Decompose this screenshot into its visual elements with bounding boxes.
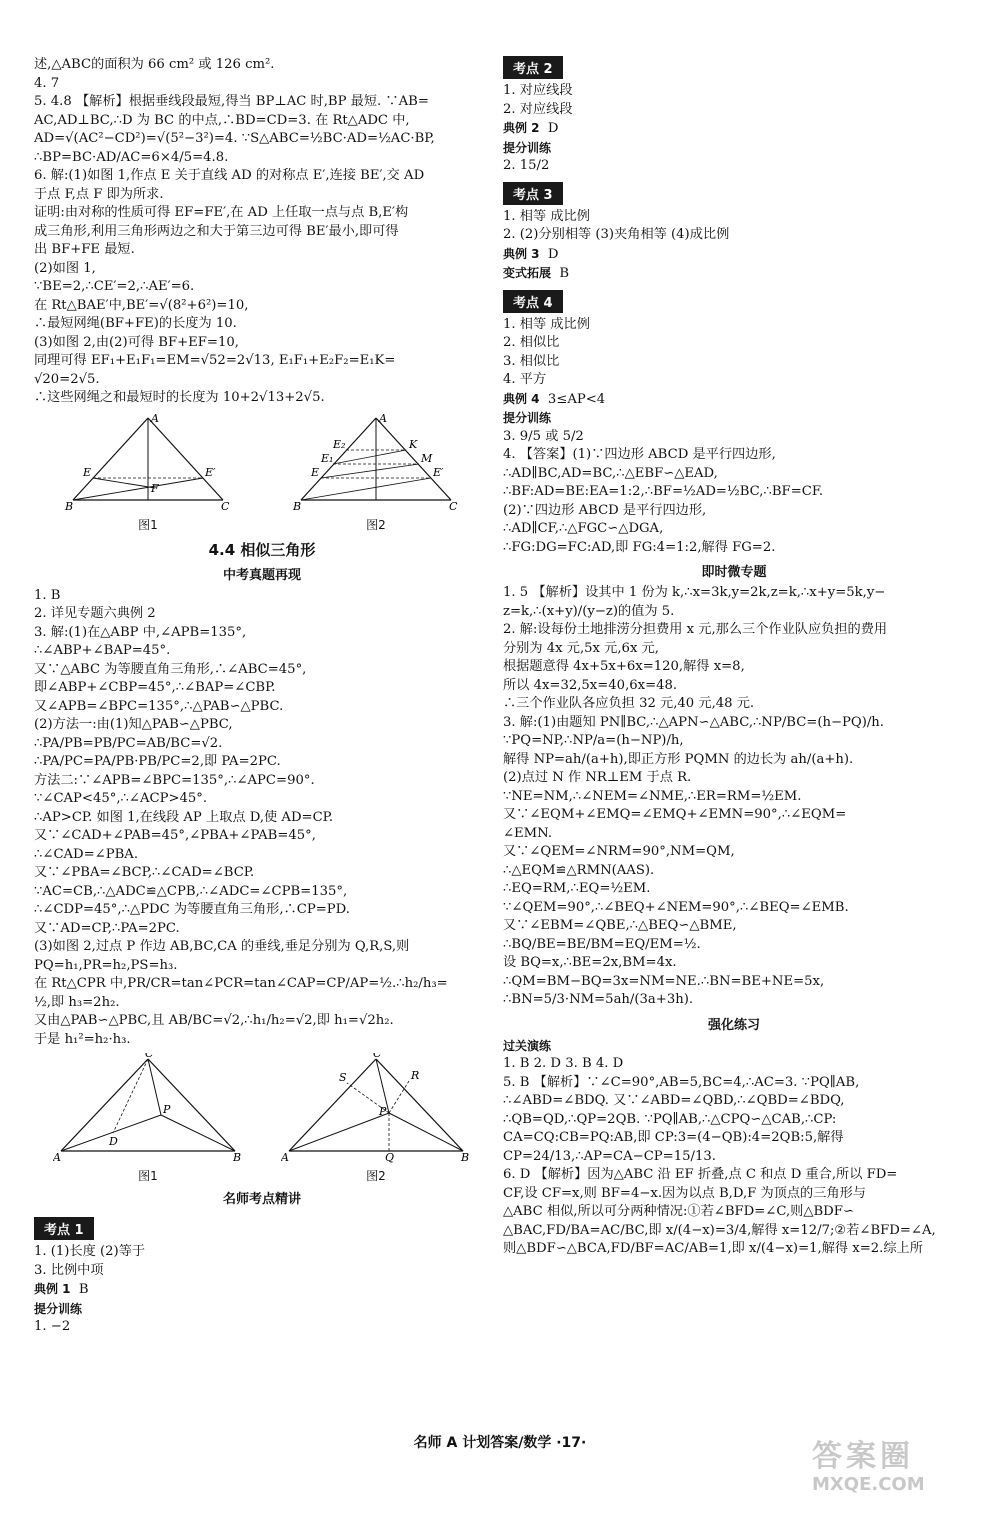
figure-1-bottom-caption: 图1 xyxy=(138,1169,158,1183)
strong-practice-title: 强化练习 xyxy=(707,1017,760,1033)
text-line: ∴∠CDP=45°,∴△PDC 为等腰直角三角形,∴CP=PD. xyxy=(34,902,350,917)
text-line: 解得 NP=ah/(a+h),即正方形 PQMN 的边长为 ah/(a+h). xyxy=(503,751,854,767)
left-block-1 xyxy=(34,56,490,408)
text-line: 根据题意得 4x+5x+6x=120,解得 x=8, xyxy=(503,659,745,674)
left-block-2 xyxy=(34,587,490,1050)
text-line: 在 Rt△CPR 中,PR/CR=tan∠PCR=tan∠CAP=CP/AP=½.∴h₂/h₃= xyxy=(34,976,448,991)
text-line: 2. 详见专题六典例 2 xyxy=(34,606,156,621)
text-line: 于点 F,点 F 即为所求. xyxy=(34,186,164,202)
text-line: AD=√(AC²−CD²)=√(5²−3²)=4. ∵S△ABC=½BC·AD=½AC·BP, xyxy=(34,131,435,146)
kaodian-4-badge: 考点 4 xyxy=(503,290,563,313)
text-line: 3. 9/5 或 5/2 xyxy=(503,428,584,444)
figure-2-top xyxy=(291,412,461,533)
right-column xyxy=(503,56,965,1259)
watermark xyxy=(812,1440,992,1510)
text-line: 3. 解:(1)在△ABP 中,∠APB=135°, xyxy=(34,624,247,640)
text-line: △ABC 相似,所以可分两种情况:①若∠BFD=∠C,则△BDF∽ xyxy=(503,1204,854,1219)
text-line: ∵∠QEM=90°,∴∠BEQ+∠NEM=90°,∴∠BEQ=∠EMB. xyxy=(503,899,849,915)
left-column xyxy=(34,56,490,1337)
text-line: ∴FG:DG=FC:AD,即 FG:4=1:2,解得 FG=2. xyxy=(503,539,776,555)
text-line: CP=24/13,∴AP=CA−CP=15/13. xyxy=(503,1148,716,1164)
text-line: 2. (2)分别相等 (3)夹角相等 (4)成比例 xyxy=(503,227,730,242)
text-line: ∴BP=BC·AD/AC=6×4/5=4.8. xyxy=(34,149,229,165)
svg-text:C: C xyxy=(373,1053,382,1060)
svg-text:M: M xyxy=(421,451,433,465)
triangle-figure-3 xyxy=(53,1053,243,1163)
figure-1-top-caption: 图1 xyxy=(138,517,158,532)
figure-2-top-caption: 图2 xyxy=(366,517,386,532)
text-line: 3. 相似比 xyxy=(503,353,560,369)
text-line: ∴AD∥CF,∴△FGC∽△DGA, xyxy=(503,521,664,536)
text-line: 方法二:∵∠APB=∠BPC=135°,∴∠APC=90°. xyxy=(34,772,315,788)
text-line: 2. 对应线段 xyxy=(503,101,573,117)
text-line: 3. 比例中项 xyxy=(34,1262,104,1278)
svg-text:S: S xyxy=(339,1071,347,1084)
text-line: 1. 相等 成比例 xyxy=(503,316,590,332)
text-line: ∴EQ=RM,∴EQ=½EM. xyxy=(503,881,651,896)
text-line: 在 Rt△BAE′中,BE′=√(8²+6²)=10, xyxy=(34,297,249,313)
text-line: √20=2√5. xyxy=(34,371,100,387)
micro-topic-title: 即时微专题 xyxy=(701,565,767,580)
figure-1-top xyxy=(63,412,233,533)
text-line: (2)点过 N 作 NR⊥EM 于点 R. xyxy=(503,770,692,785)
strong-practice-lines xyxy=(503,1055,965,1259)
text-line: 2. 相似比 xyxy=(503,335,560,350)
text-line: 1. 5 【解析】设其中 1 份为 k,∴x=3k,y=2k,z=k,∴x+y=5k,y− xyxy=(503,585,886,600)
text-line: (2)如图 1, xyxy=(34,260,96,276)
svg-text:E′: E′ xyxy=(205,465,216,479)
text-line: 1. 相等 成比例 xyxy=(503,208,590,224)
guoguan-tag: 过关演练 xyxy=(503,1038,552,1053)
text-line: PQ=h₁,PR=h₂,PS=h₃. xyxy=(34,957,178,973)
bianshi xyxy=(503,264,965,284)
text-line: 1. −2 xyxy=(34,1319,71,1334)
kaodian-4-lines xyxy=(503,316,965,390)
svg-text:A: A xyxy=(379,411,387,425)
kaodian-3-lines xyxy=(503,208,965,245)
svg-text:E₂: E₂ xyxy=(333,437,346,451)
dianli-4-tag: 典例 4 xyxy=(503,391,540,406)
triangle-figure-2 xyxy=(291,412,461,512)
svg-text:F: F xyxy=(151,481,159,495)
svg-text:K: K xyxy=(409,437,418,451)
figures-bottom xyxy=(34,1053,490,1184)
text-line: 4. 【答案】(1)∵四边形 ABCD 是平行四边形, xyxy=(503,447,776,462)
figure-2-bottom xyxy=(281,1053,471,1184)
text-line: 于是 h₁²=h₂·h₃. xyxy=(34,1031,131,1047)
text-line: 又∵AD=CP,∴PA=2PC. xyxy=(34,920,180,936)
text-line: ∴这些网绳之和最短时的长度为 10+2√13+2√5. xyxy=(34,390,325,405)
text-line: CF,设 CF=x,则 BF=4−x.因为以点 B,D,F 为顶点的三角形与 xyxy=(503,1185,866,1201)
svg-text:B: B xyxy=(461,1151,470,1163)
text-line: 又∵△ABC 为等腰直角三角形,∴∠ABC=45°, xyxy=(34,661,307,677)
svg-text:C: C xyxy=(449,499,458,512)
svg-text:B: B xyxy=(65,499,74,512)
svg-text:Q: Q xyxy=(385,1151,395,1163)
text-line: ∴PA/PC=PA/PB·PB/PC=2,即 PA=2PC. xyxy=(34,754,281,769)
text-line: ∵∠CAP<45°,∴∠ACP>45°. xyxy=(34,791,208,806)
svg-text:E′: E′ xyxy=(433,465,444,479)
text-line: ∴QM=BM−BQ=3x=NM=NE.∴BN=BE+NE=5x, xyxy=(503,973,825,989)
dianli-4-answer: 3≤AP<4 xyxy=(547,391,606,407)
triangle-figure-1 xyxy=(63,412,233,512)
watermark-main: 答案圈 xyxy=(812,1439,914,1474)
text-line: (2)∵四边形 ABCD 是平行四边形, xyxy=(503,502,707,518)
svg-text:P: P xyxy=(163,1103,171,1116)
kaodian-4-after xyxy=(503,428,965,558)
lecture-title: 名师考点精讲 xyxy=(222,1192,301,1207)
text-line: (3)如图 2,过点 P 作边 AB,BC,CA 的垂线,垂足分别为 Q,R,S,则 xyxy=(34,939,410,954)
bianshi-answer: B xyxy=(559,266,570,281)
text-line: 又∵∠CAD+∠PAB=45°,∠PBA+∠PAB=45°, xyxy=(34,828,316,843)
text-line: 所以 4x=32,5x=40,6x=48. xyxy=(503,677,678,693)
dianli-1 xyxy=(34,1280,490,1300)
svg-text:A: A xyxy=(281,1151,289,1163)
text-line: 6. 解:(1)如图 1,作点 E 关于直线 AD 的对称点 E′,连接 BE′,交 AD xyxy=(34,168,425,183)
dianli-2 xyxy=(503,119,965,139)
text-line: 4. 7 xyxy=(34,75,60,91)
dianli-3 xyxy=(503,245,965,265)
text-line: 3. 解:(1)由题知 PN∥BC,∴△APN∽△ABC,∴NP/BC=(h−PQ)/h. xyxy=(503,714,884,730)
kaodian-2-lines xyxy=(503,82,965,119)
text-line: 即∠ABP+∠CBP=45°,∴∠BAP=∠CBP. xyxy=(34,680,276,695)
kaodian-1-badge: 考点 1 xyxy=(34,1217,94,1240)
svg-text:C: C xyxy=(145,1053,154,1060)
text-line: ∴三个作业队各应负担 32 元,40 元,48 元. xyxy=(503,696,755,711)
tifen-1-tag: 提分训练 xyxy=(34,1301,83,1316)
tifen-2-tag: 提分训练 xyxy=(503,140,552,155)
svg-text:E: E xyxy=(311,465,320,479)
text-line: AC,AD⊥BC,∴D 为 BC 的中点,∴BD=CD=3. 在 Rt△ADC 中, xyxy=(34,112,410,128)
left-block-3 xyxy=(34,1243,490,1280)
text-line: ∴BN=5/3·NM=5ah/(3a+3h). xyxy=(503,992,694,1007)
text-line: ∴AD∥BC,AD=BC,∴△EBF∽△EAD, xyxy=(503,465,718,481)
tifen-4-tag: 提分训练 xyxy=(503,411,552,425)
svg-text:A: A xyxy=(53,1151,61,1163)
text-line: ∴BQ/BE=BE/BM=EQ/EM=½. xyxy=(503,936,701,952)
text-line: ∵AC=CB,∴△ADC≌△CPB,∴∠ADC=∠CPB=135°, xyxy=(34,883,348,899)
text-line: △BAC,FD/BA=AC/BC,即 x/(4−x)=3/4,解得 x=12/7;②若∠BFD=∠A, xyxy=(503,1222,936,1238)
text-line: ∴∠CAD=∠PBA. xyxy=(34,846,139,862)
text-line: 4. 平方 xyxy=(503,372,547,387)
text-line: 同理可得 EF₁+E₁F₁=EM=√52=2√13, E₁F₁+E₂F₂=E₁K= xyxy=(34,353,396,368)
text-line: ∴PA/PB=PB/PC=AB/BC=√2. xyxy=(34,735,223,751)
text-line: 1. B 2. D 3. B 4. D xyxy=(503,1056,624,1071)
dianli-2-tag: 典例 2 xyxy=(503,121,540,135)
micro-topic-lines xyxy=(503,584,965,1010)
text-line: 又∵∠PBA=∠BCP,∴∠CAD=∠BCP. xyxy=(34,865,255,880)
text-line: ∴∠ABD=∠BDQ. 又∵∠ABD=∠QBD,∴∠QBD=∠BDQ, xyxy=(503,1093,845,1108)
figures-top xyxy=(34,412,490,533)
kaodian-3-badge: 考点 3 xyxy=(503,182,563,205)
svg-text:B: B xyxy=(233,1151,242,1163)
text-line: 又∵∠EQM+∠EMQ=∠EMQ+∠EMN=90°,∴∠EQM= xyxy=(503,807,847,822)
text-line: 6. D 【解析】因为△ABC 沿 EF 折叠,点 C 和点 D 重合,所以 FD= xyxy=(503,1167,898,1182)
svg-text:E: E xyxy=(83,465,92,479)
text-line: 出 BF+FE 最短. xyxy=(34,242,135,257)
text-line: ∵BE=2,∴CE′=2,∴AE′=6. xyxy=(34,279,195,294)
kaodian-2-badge: 考点 2 xyxy=(503,56,563,79)
left-block-4 xyxy=(34,1318,490,1337)
text-line: 又由△PAB∽△PBC,且 AB/BC=√2,∴h₁/h₂=√2,即 h₁=√2h₂. xyxy=(34,1013,394,1028)
text-line: ∵PQ=NP,∴NP/a=(h−NP)/h, xyxy=(503,733,684,748)
dianli-2-answer: D xyxy=(547,121,559,136)
watermark-sub: MXQE.COM xyxy=(812,1474,925,1495)
text-line: 述,△ABC的面积为 66 cm² 或 126 cm². xyxy=(34,57,275,72)
text-line: ∴∠ABP+∠BAP=45°. xyxy=(34,643,171,658)
text-line: ∴AP>CP. 如图 1,在线段 AP 上取点 D,使 AD=CP. xyxy=(34,809,334,825)
svg-text:A: A xyxy=(151,411,159,425)
dianli-3-answer: D xyxy=(547,246,559,262)
text-line: 1. 对应线段 xyxy=(503,83,573,98)
text-line: ∴BF:AD=BE:EA=1:2,∴BF=½AD=½BC,∴BF=CF. xyxy=(503,484,824,499)
text-line: 2. 解:设每份土地排涝分担费用 x 元,那么三个作业队应负担的费用 xyxy=(503,622,888,637)
text-line: 证明:由对称的性质可得 EF=FE′,在 AD 上任取一点与点 B,E′构 xyxy=(34,205,409,220)
text-line: ∴最短网绳(BF+FE)的长度为 10. xyxy=(34,316,237,331)
svg-text:P: P xyxy=(379,1105,387,1118)
text-line: 则△BDF∽△BCA,FD/BF=AC/AB=1,即 x/(4−x)=1,解得 x=2.综上所 xyxy=(503,1241,923,1256)
svg-text:R: R xyxy=(411,1069,420,1082)
text-line: 2. 15/2 xyxy=(503,158,550,173)
dianli-4 xyxy=(503,390,965,410)
text-line: ½,即 h₃=2h₂. xyxy=(34,994,120,1010)
svg-text:D: D xyxy=(109,1135,118,1148)
dianli-1-tag: 典例 1 xyxy=(34,1282,71,1296)
section-title: 4.4 相似三角形 xyxy=(208,540,316,559)
text-line: ∴QB=QD,∴QP=2QB. ∵PQ∥AB,∴△CPQ∽△CAB,∴CP: xyxy=(503,1111,837,1127)
text-line: (3)如图 2,由(2)可得 BF+EF=10, xyxy=(34,334,239,350)
text-line: z=k,∴(x+y)/(y−z)的值为 5. xyxy=(503,603,675,619)
text-line: (2)方法一:由(1)知△PAB∽△PBC, xyxy=(34,717,233,732)
text-line: 5. 4.8 【解析】根据垂线段最短,得当 BP⊥AC 时,BP 最短. ∵AB= xyxy=(34,94,429,109)
text-line: 1. B xyxy=(34,587,61,603)
triangle-figure-4 xyxy=(281,1053,471,1163)
kaodian-2-after xyxy=(503,157,965,176)
text-line: 分别为 4x 元,5x 元,6x 元, xyxy=(503,640,659,656)
section-subtitle: 中考真题再现 xyxy=(222,567,301,583)
text-line: ∵NE=NM,∴∠NEM=∠NME,∴ER=RM=½EM. xyxy=(503,788,802,804)
page-footer: 名师 A 计划答案/数学 ·17· xyxy=(413,1435,587,1451)
dianli-3-tag: 典例 3 xyxy=(503,246,540,261)
text-line: 5. B 【解析】∵∠C=90°,AB=5,BC=4,∴AC=3. ∵PQ∥AB, xyxy=(503,1074,860,1090)
text-line: 又∵∠QEM=∠NRM=90°,NM=QM, xyxy=(503,844,735,859)
text-line: ∴△EQM≌△RMN(AAS). xyxy=(503,862,655,878)
text-line: 又∵∠EBM=∠QBE,∴△BEQ∽△BME, xyxy=(503,918,737,933)
figure-1-bottom xyxy=(53,1053,243,1184)
text-line: 设 BQ=x,∴BE=2x,BM=4x. xyxy=(503,955,677,970)
svg-text:B: B xyxy=(293,499,302,512)
bianshi-tag: 变式拓展 xyxy=(503,266,552,280)
text-line: ∠EMN. xyxy=(503,825,553,841)
dianli-1-answer: B xyxy=(78,1282,89,1297)
text-line: 1. (1)长度 (2)等于 xyxy=(34,1244,146,1259)
text-line: 又∠APB=∠BPC=135°,∴△PAB∽△PBC. xyxy=(34,698,284,714)
text-line: CA=CQ:CB=PQ:AB,即 CP:3=(4−QB):4=2QB:5,解得 xyxy=(503,1130,844,1145)
svg-text:C: C xyxy=(221,499,230,512)
text-line: 成三角形,利用三角形两边之和大于第三边可得 BE′最小,即可得 xyxy=(34,223,399,239)
svg-text:E₁: E₁ xyxy=(321,451,334,465)
figure-2-bottom-caption: 图2 xyxy=(366,1169,386,1183)
